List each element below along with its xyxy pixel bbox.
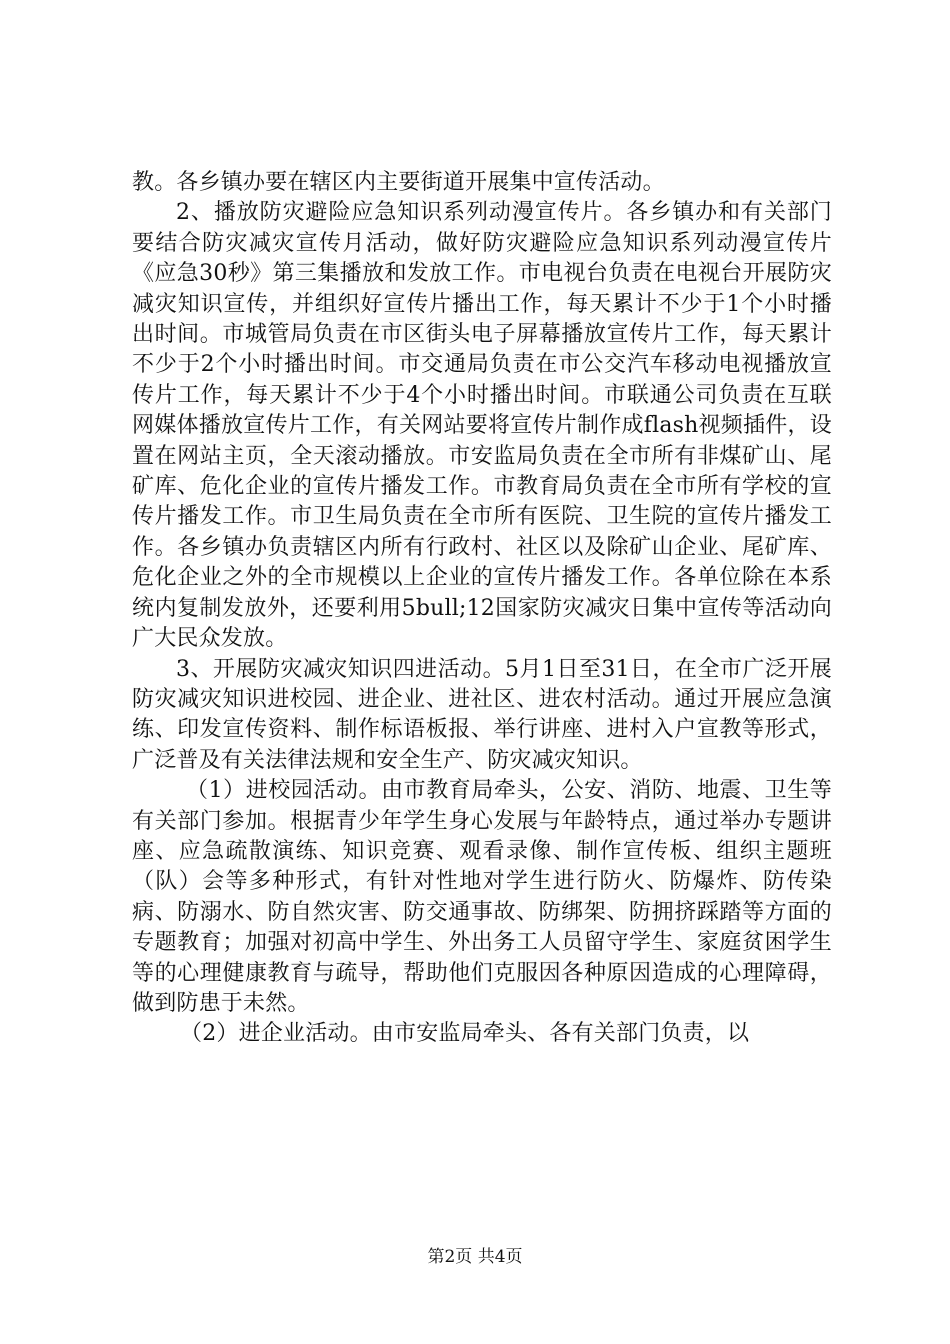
paragraph-subitem-1: （1）进校园活动。由市教育局牵头，公安、消防、地震、卫生等有关部门参加。根据青少年学生身心发展与年龄特点，通过举办专题讲座、应急疏散演练、知识竞赛、观看录像、制作宣传板、组织主题班（队）会等多种形式，有针对性地对学生进行防火、防爆炸、防传染病、防溺水、防自然灾害、防交通事故、防绑架、防拥挤踩踏等方面的专题教育；加强对初高中学生、外出务工人员留守学生、家庭贫困学生等的心理健康教育与疏导，帮助他们克服因各种原因造成的心理障碍，做到防患于未然。 <box>132 778 832 1016</box>
page-number-label: 第2页 共4页 <box>427 1247 523 1267</box>
document-body <box>132 168 832 1050</box>
paragraph-item-2: 2、播放防灾避险应急知识系列动漫宣传片。各乡镇办和有关部门要结合防灾减灾宣传月活动，做好防灾避险应急知识系列动漫宣传片《应急30秒》第三集播放和发放工作。市电视台负责在电视台开展防灾减灾知识宣传，并组织好宣传片播出工作，每天累计不少于1个小时播出时间。市城管局负责在市区街头电子屏幕播放宣传片工作，每天累计不少于2个小时播出时间。市交通局负责在市公交汽车移动电视播放宣传片工作，每天累计不少于4个小时播出时间。市联通公司负责在互联网媒体播放宣传片工作，有关网站要将宣传片制作成flash视频插件，设置在网站主页，全天滚动播放。市安监局负责在全市所有非煤矿山、尾矿库、危化企业的宣传片播发工作。市教育局负责在全市所有学校的宣传片播发工作。市卫生局负责在全市所有医院、卫生院的宣传片播发工作。各乡镇办负责辖区内所有行政村、社区以及除矿山企业、尾矿库、危化企业之外的全市规模以上企业的宣传片播发工作。各单位除在本系统内复制发放外，还要利用5bull;12国家防灾减灾日集中宣传等活动向广大民众发放。 <box>132 200 832 652</box>
page-footer <box>0 1246 950 1268</box>
paragraph-subitem-2: （2）进企业活动。由市安监局牵头、各有关部门负责，以 <box>180 1021 750 1047</box>
paragraph-item-3: 3、开展防灾减灾知识四进活动。5月1日至31日，在全市广泛开展防灾减灾知识进校园、进企业、进社区、进农村活动。通过开展应急演练、印发宣传资料、制作标语板报、举行讲座、进村入户宣教等形式，广泛普及有关法律法规和安全生产、防灾减灾知识。 <box>132 656 832 773</box>
paragraph-continuation: 教。各乡镇办要在辖区内主要街道开展集中宣传活动。 <box>132 170 665 195</box>
